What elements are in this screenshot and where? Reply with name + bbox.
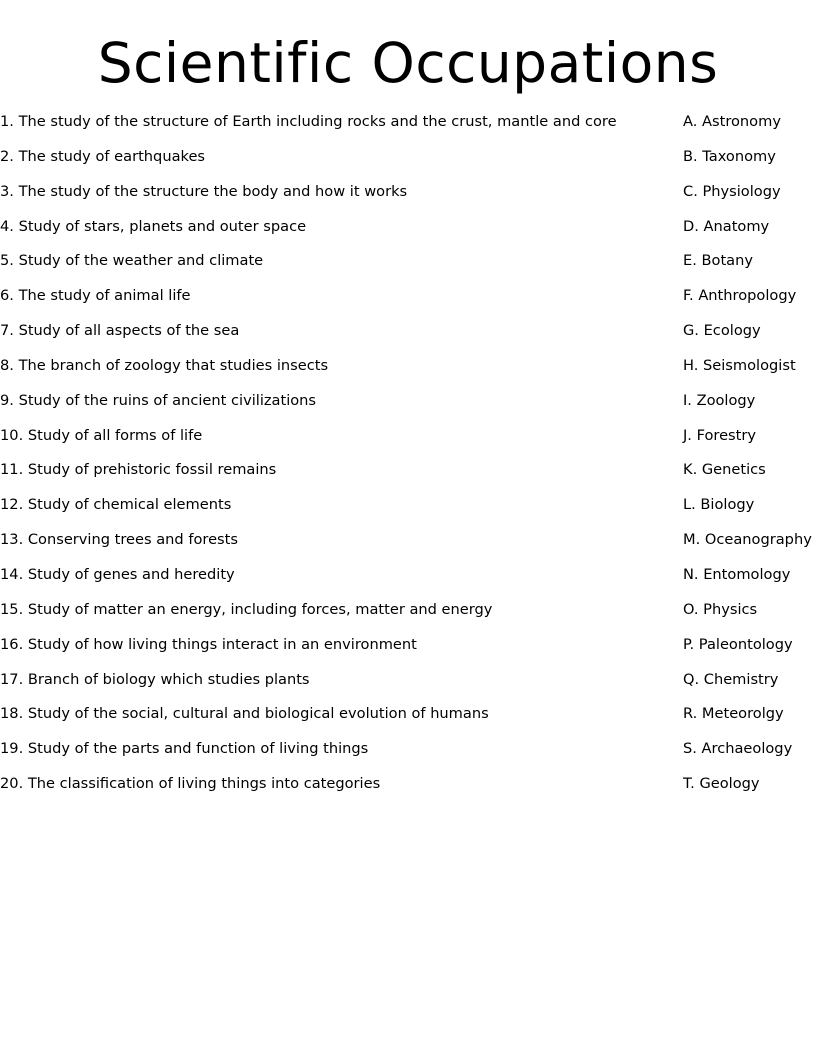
clue-text: 8. The branch of zoology that studies insects: [0, 356, 329, 374]
list-item: [0, 670, 816, 705]
answer-option: Q. Chemistry: [683, 670, 779, 688]
list-item: [0, 391, 816, 426]
list-item: [0, 600, 816, 635]
list-item: [0, 356, 816, 391]
clue-text: 4. Study of stars, planets and outer space: [0, 217, 307, 235]
clue-text: 9. Study of the ruins of ancient civilizations: [0, 391, 317, 409]
answer-option: A. Astronomy: [683, 113, 781, 130]
list-item: [0, 286, 816, 321]
list-item: [0, 147, 816, 182]
clue-text: 17. Branch of biology which studies plants: [0, 670, 310, 688]
clue-text: 1. The study of the structure of Earth including rocks and the crust, mantle and core: [0, 113, 617, 130]
list-item: [0, 182, 816, 217]
clue-text: 10. Study of all forms of life: [0, 426, 203, 444]
list-item: [0, 530, 816, 565]
answer-option: L. Biology: [683, 496, 755, 514]
answer-option: F. Anthropology: [683, 287, 797, 305]
answer-option: S. Archaeology: [683, 740, 793, 758]
list-item: [0, 774, 816, 809]
answer-option: K. Genetics: [683, 461, 766, 479]
clue-text: 19. Study of the parts and function of living things: [0, 740, 369, 758]
list-item: [0, 251, 816, 286]
list-item: [0, 704, 816, 739]
answer-option: T. Geology: [683, 775, 760, 793]
answer-option: B. Taxonomy: [683, 147, 776, 165]
answer-option: P. Paleontology: [683, 635, 793, 653]
clue-text: 11. Study of prehistoric fossil remains: [0, 461, 277, 479]
list-item: [0, 460, 816, 495]
clue-text: 12. Study of chemical elements: [0, 496, 232, 514]
clue-text: 20. The classification of living things into categories: [0, 775, 381, 793]
answer-option: C. Physiology: [683, 182, 781, 200]
list-item: [0, 565, 816, 600]
answer-option: I. Zoology: [683, 391, 756, 409]
clue-text: 5. Study of the weather and climate: [0, 252, 264, 270]
answer-option: G. Ecology: [683, 322, 761, 340]
list-item: [0, 112, 816, 147]
clue-text: 15. Study of matter an energy, including forces, matter and energy: [0, 600, 493, 618]
list-item: [0, 635, 816, 670]
list-item: [0, 426, 816, 461]
list-item: [0, 495, 816, 530]
answer-option: M. Oceanography: [683, 531, 812, 549]
clue-text: 2. The study of earthquakes: [0, 147, 206, 165]
answer-option: E. Botany: [683, 252, 753, 270]
answer-option: J. Forestry: [683, 426, 757, 444]
clue-text: 14. Study of genes and heredity: [0, 565, 235, 583]
clue-text: 16. Study of how living things interact in an environment: [0, 635, 417, 653]
list-item: [0, 321, 816, 356]
answer-option: H. Seismologist: [683, 356, 796, 374]
clue-text: 7. Study of all aspects of the sea: [0, 322, 240, 340]
clue-text: 6. The study of animal life: [0, 287, 191, 305]
page-title: Scientific Occupations: [97, 31, 719, 95]
list-item: [0, 217, 816, 252]
answer-option: O. Physics: [683, 600, 758, 618]
list-item: [0, 739, 816, 774]
clue-text: 13. Conserving trees and forests: [0, 531, 238, 549]
answer-option: N. Entomology: [683, 565, 791, 583]
clue-text: 18. Study of the social, cultural and biological evolution of humans: [0, 705, 489, 723]
answer-option: D. Anatomy: [683, 217, 770, 235]
matching-list: [0, 112, 816, 809]
answer-option: R. Meteorolgy: [683, 705, 784, 723]
clue-text: 3. The study of the structure the body and how it works: [0, 182, 408, 200]
